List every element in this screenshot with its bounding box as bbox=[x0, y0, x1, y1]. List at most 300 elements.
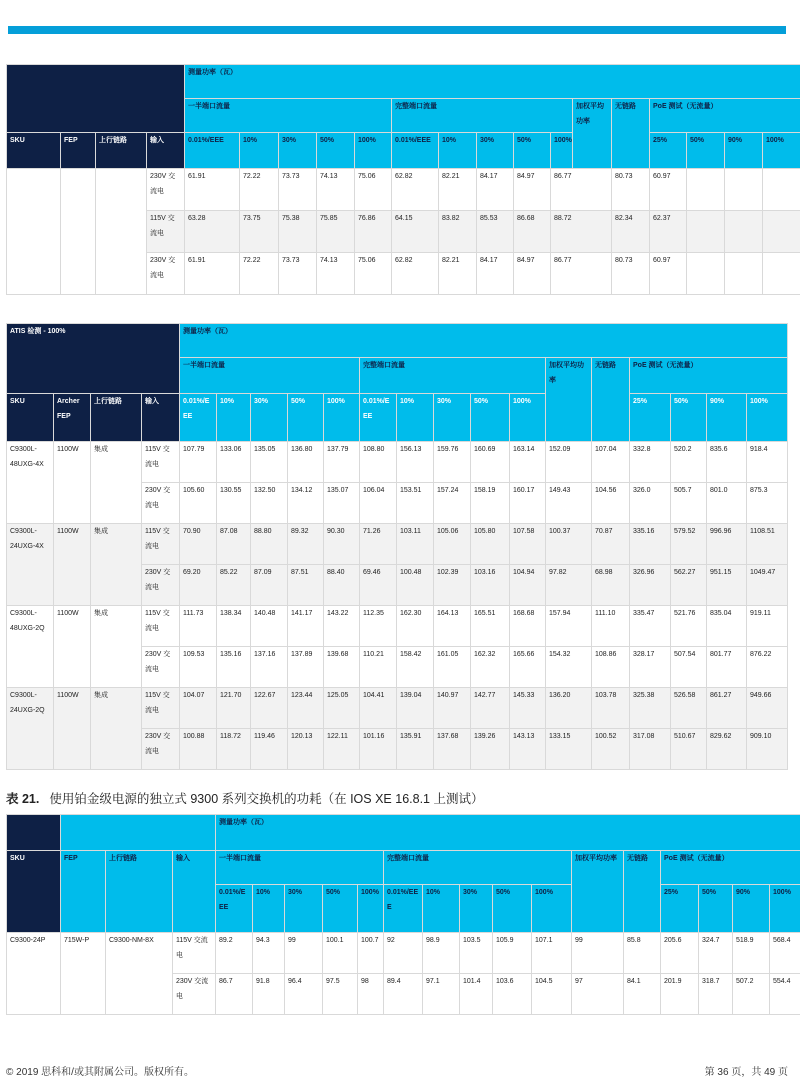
caption-text: 使用铂金级电源的独立式 9300 系列交换机的功耗（在 IOS XE 16.8.1 上测试） bbox=[49, 792, 484, 806]
weighted-avg-header: 加权平均功率 bbox=[572, 851, 624, 933]
value-cell: 87.08 bbox=[217, 524, 251, 565]
value-cell: 99 bbox=[572, 933, 624, 974]
fep-cell: 1100W bbox=[54, 606, 91, 688]
value-cell: 86.68 bbox=[514, 211, 551, 253]
value-cell: 118.72 bbox=[217, 729, 251, 770]
value-cell: 62.82 bbox=[392, 253, 439, 295]
input-cell: 115V 交流电 bbox=[142, 606, 180, 647]
value-cell: 325.38 bbox=[630, 688, 671, 729]
value-cell: 801.0 bbox=[707, 483, 747, 524]
weighted-avg-header: 加权平均功率 bbox=[573, 99, 612, 169]
value-cell: 137.79 bbox=[324, 442, 360, 483]
value-cell: 110.21 bbox=[360, 647, 397, 688]
value-cell: 101.16 bbox=[360, 729, 397, 770]
fep-cell: 1100W bbox=[54, 688, 91, 770]
col-header: 30% bbox=[285, 885, 323, 933]
col-header: 25% bbox=[630, 394, 671, 442]
value-cell: 73.75 bbox=[240, 211, 279, 253]
col-header: 50% bbox=[493, 885, 532, 933]
value-cell: 73.73 bbox=[279, 253, 317, 295]
sku-cell: C9300L-48UXG-2Q bbox=[7, 606, 54, 688]
measured-power-header: 测量功率（瓦） bbox=[180, 324, 788, 358]
value-cell: 63.28 bbox=[185, 211, 240, 253]
value-cell: 119.46 bbox=[251, 729, 288, 770]
value-cell: 140.97 bbox=[434, 688, 471, 729]
value-cell: 104.94 bbox=[510, 565, 546, 606]
value-cell: 85.8 bbox=[624, 933, 661, 974]
value-cell: 157.94 bbox=[546, 606, 592, 647]
col-header: 10% bbox=[439, 133, 477, 169]
value-cell: 111.10 bbox=[592, 606, 630, 647]
top-accent-bar bbox=[8, 26, 786, 34]
value-cell: 154.32 bbox=[546, 647, 592, 688]
uplink-cell: C9300-NM-8X bbox=[106, 933, 173, 1015]
value-cell: 554.4 bbox=[770, 974, 800, 1015]
col-header: 10% bbox=[397, 394, 434, 442]
value-cell: 568.4 bbox=[770, 933, 800, 974]
full-ports-header: 完整端口流量 bbox=[392, 99, 573, 133]
poe-test-header: PoE 测试（无流量） bbox=[650, 99, 800, 133]
col-header: 10% bbox=[253, 885, 285, 933]
col-header: 10% bbox=[423, 885, 460, 933]
col-header: 0.01%/EEE bbox=[392, 133, 439, 169]
half-ports-header: 一半端口流量 bbox=[216, 851, 384, 885]
value-cell: 829.62 bbox=[707, 729, 747, 770]
value-cell: 83.82 bbox=[439, 211, 477, 253]
input-cell: 230V 交流电 bbox=[147, 253, 185, 295]
value-cell: 139.04 bbox=[397, 688, 434, 729]
value-cell: 145.33 bbox=[510, 688, 546, 729]
table-row bbox=[7, 442, 788, 483]
value-cell: 107.58 bbox=[510, 524, 546, 565]
value-cell: 326.0 bbox=[630, 483, 671, 524]
value-cell: 335.47 bbox=[630, 606, 671, 647]
value-cell: 919.11 bbox=[747, 606, 788, 647]
value-cell: 318.7 bbox=[699, 974, 733, 1015]
value-cell: 84.97 bbox=[514, 253, 551, 295]
value-cell: 85.53 bbox=[477, 211, 514, 253]
sku-cell: C9300L-48UXG-4X bbox=[7, 442, 54, 524]
value-cell: 162.32 bbox=[471, 647, 510, 688]
col-header: 90% bbox=[733, 885, 770, 933]
value-cell: 521.76 bbox=[671, 606, 707, 647]
value-cell: 89.32 bbox=[288, 524, 324, 565]
value-cell: 996.96 bbox=[707, 524, 747, 565]
value-cell: 801.77 bbox=[707, 647, 747, 688]
value-cell: 88.80 bbox=[251, 524, 288, 565]
col-header: 100% bbox=[358, 885, 384, 933]
no-link-header: 无链路 bbox=[592, 358, 630, 442]
value-cell: 72.22 bbox=[240, 253, 279, 295]
no-link-header: 无链路 bbox=[624, 851, 661, 933]
value-cell: 140.48 bbox=[251, 606, 288, 647]
value-cell: 876.22 bbox=[747, 647, 788, 688]
value-cell: 141.17 bbox=[288, 606, 324, 647]
value-cell: 317.08 bbox=[630, 729, 671, 770]
header-blank bbox=[7, 815, 61, 851]
value-cell: 165.51 bbox=[471, 606, 510, 647]
col-header: 30% bbox=[477, 133, 514, 169]
col-header: 0.01%/E EE bbox=[360, 394, 397, 442]
input-header: 输入 bbox=[173, 851, 216, 933]
value-cell: 98 bbox=[358, 974, 384, 1015]
input-header: 输入 bbox=[142, 394, 180, 442]
value-cell: 861.27 bbox=[707, 688, 747, 729]
value-cell: 123.44 bbox=[288, 688, 324, 729]
value-cell: 74.13 bbox=[317, 169, 355, 211]
value-cell: 91.8 bbox=[253, 974, 285, 1015]
value-cell: 96.4 bbox=[285, 974, 323, 1015]
value-cell: 86.77 bbox=[551, 253, 612, 295]
col-header: 100% bbox=[763, 133, 800, 169]
value-cell: 103.6 bbox=[493, 974, 532, 1015]
empty-cell bbox=[687, 211, 725, 253]
value-cell: 526.58 bbox=[671, 688, 707, 729]
value-cell: 139.26 bbox=[471, 729, 510, 770]
value-cell: 136.20 bbox=[546, 688, 592, 729]
value-cell: 510.67 bbox=[671, 729, 707, 770]
uplink-header: 上行链路 bbox=[96, 133, 147, 169]
value-cell: 159.76 bbox=[434, 442, 471, 483]
col-header: 50% bbox=[317, 133, 355, 169]
uplink-cell: 集成 bbox=[91, 442, 142, 524]
no-link-header: 无链路 bbox=[612, 99, 650, 169]
value-cell: 201.9 bbox=[661, 974, 699, 1015]
value-cell: 918.4 bbox=[747, 442, 788, 483]
value-cell: 909.10 bbox=[747, 729, 788, 770]
empty-cell bbox=[763, 253, 800, 295]
value-cell: 122.11 bbox=[324, 729, 360, 770]
table-caption bbox=[6, 789, 483, 807]
input-cell: 115V 交流电 bbox=[147, 211, 185, 253]
sku-header: SKU bbox=[7, 851, 61, 933]
value-cell: 70.90 bbox=[180, 524, 217, 565]
value-cell: 80.73 bbox=[612, 253, 650, 295]
value-cell: 156.13 bbox=[397, 442, 434, 483]
value-cell: 84.1 bbox=[624, 974, 661, 1015]
empty-cell bbox=[687, 169, 725, 211]
value-cell: 82.21 bbox=[439, 253, 477, 295]
col-header: 90% bbox=[725, 133, 763, 169]
value-cell: 98.9 bbox=[423, 933, 460, 974]
value-cell: 835.6 bbox=[707, 442, 747, 483]
half-ports-header: 一半端口流量 bbox=[185, 99, 392, 133]
value-cell: 104.41 bbox=[360, 688, 397, 729]
value-cell: 137.89 bbox=[288, 647, 324, 688]
value-cell: 60.97 bbox=[650, 169, 687, 211]
value-cell: 97.1 bbox=[423, 974, 460, 1015]
power-table-2 bbox=[6, 323, 788, 770]
input-cell: 115V 交流电 bbox=[142, 442, 180, 483]
col-header: 90% bbox=[707, 394, 747, 442]
value-cell: 165.66 bbox=[510, 647, 546, 688]
fep-header: FEP bbox=[61, 851, 106, 933]
uplink-cell: 集成 bbox=[91, 606, 142, 688]
value-cell: 163.14 bbox=[510, 442, 546, 483]
value-cell: 72.22 bbox=[240, 169, 279, 211]
value-cell: 68.98 bbox=[592, 565, 630, 606]
value-cell: 76.86 bbox=[355, 211, 392, 253]
col-header: 30% bbox=[279, 133, 317, 169]
sku-cell: C9300L-24UXG-2Q bbox=[7, 688, 54, 770]
value-cell: 518.9 bbox=[733, 933, 770, 974]
col-header: 50% bbox=[471, 394, 510, 442]
value-cell: 149.43 bbox=[546, 483, 592, 524]
empty-cell bbox=[687, 253, 725, 295]
value-cell: 132.50 bbox=[251, 483, 288, 524]
value-cell: 1108.51 bbox=[747, 524, 788, 565]
value-cell: 143.22 bbox=[324, 606, 360, 647]
col-header: 50% bbox=[288, 394, 324, 442]
value-cell: 130.55 bbox=[217, 483, 251, 524]
col-header: 100% bbox=[747, 394, 788, 442]
value-cell: 86.7 bbox=[216, 974, 253, 1015]
value-cell: 70.87 bbox=[592, 524, 630, 565]
col-header: 30% bbox=[434, 394, 471, 442]
fep-cell bbox=[61, 169, 96, 295]
copyright: © 2019 思科和/或其附属公司。版权所有。 bbox=[6, 1067, 194, 1078]
input-cell: 230V 交流电 bbox=[142, 565, 180, 606]
value-cell: 107.1 bbox=[532, 933, 572, 974]
fep-header: FEP bbox=[61, 133, 96, 169]
value-cell: 152.09 bbox=[546, 442, 592, 483]
value-cell: 133.06 bbox=[217, 442, 251, 483]
atis-title: ATIS 检测 - 100% bbox=[7, 324, 180, 394]
value-cell: 139.68 bbox=[324, 647, 360, 688]
col-header: 0.01%/EEE bbox=[216, 885, 253, 933]
value-cell: 64.15 bbox=[392, 211, 439, 253]
uplink-cell bbox=[96, 169, 147, 295]
archer-fep-header: Archer FEP bbox=[54, 394, 91, 442]
table-row bbox=[7, 606, 788, 647]
value-cell: 157.24 bbox=[434, 483, 471, 524]
value-cell: 62.82 bbox=[392, 169, 439, 211]
col-header: 30% bbox=[460, 885, 493, 933]
value-cell: 69.20 bbox=[180, 565, 217, 606]
page-number: 第 36 页，共 49 页 bbox=[704, 1067, 788, 1078]
value-cell: 142.77 bbox=[471, 688, 510, 729]
value-cell: 75.06 bbox=[355, 253, 392, 295]
value-cell: 137.68 bbox=[434, 729, 471, 770]
power-table-1 bbox=[6, 64, 800, 295]
value-cell: 835.04 bbox=[707, 606, 747, 647]
value-cell: 62.37 bbox=[650, 211, 687, 253]
fep-cell: 1100W bbox=[54, 524, 91, 606]
value-cell: 87.51 bbox=[288, 565, 324, 606]
measured-power-header: 测量功率（瓦） bbox=[185, 65, 800, 99]
table-row bbox=[7, 933, 800, 974]
value-cell: 100.52 bbox=[592, 729, 630, 770]
value-cell: 104.5 bbox=[532, 974, 572, 1015]
value-cell: 164.13 bbox=[434, 606, 471, 647]
full-ports-header: 完整端口流量 bbox=[360, 358, 546, 394]
value-cell: 562.27 bbox=[671, 565, 707, 606]
value-cell: 158.42 bbox=[397, 647, 434, 688]
value-cell: 107.04 bbox=[592, 442, 630, 483]
value-cell: 137.16 bbox=[251, 647, 288, 688]
col-header: 0.01%/EEE bbox=[180, 394, 217, 442]
col-header: 100% bbox=[532, 885, 572, 933]
col-header: 10% bbox=[240, 133, 279, 169]
sku-cell: C9300L-24UXG-4X bbox=[7, 524, 54, 606]
value-cell: 104.07 bbox=[180, 688, 217, 729]
col-header: 25% bbox=[650, 133, 687, 169]
sku-header: SKU bbox=[7, 133, 61, 169]
sku-cell bbox=[7, 169, 61, 295]
value-cell: 324.7 bbox=[699, 933, 733, 974]
uplink-header: 上行链路 bbox=[106, 851, 173, 933]
table-row bbox=[7, 688, 788, 729]
value-cell: 90.30 bbox=[324, 524, 360, 565]
value-cell: 105.80 bbox=[471, 524, 510, 565]
value-cell: 121.70 bbox=[217, 688, 251, 729]
value-cell: 112.35 bbox=[360, 606, 397, 647]
value-cell: 75.85 bbox=[317, 211, 355, 253]
value-cell: 82.34 bbox=[612, 211, 650, 253]
value-cell: 106.04 bbox=[360, 483, 397, 524]
value-cell: 505.7 bbox=[671, 483, 707, 524]
value-cell: 507.2 bbox=[733, 974, 770, 1015]
empty-cell bbox=[725, 253, 763, 295]
header-blank bbox=[7, 65, 185, 133]
power-table-3 bbox=[6, 814, 800, 1015]
input-cell: 230V 交流电 bbox=[142, 729, 180, 770]
value-cell: 161.05 bbox=[434, 647, 471, 688]
poe-test-header: PoE 测试（无流量） bbox=[630, 358, 788, 394]
full-ports-header: 完整端口流量 bbox=[384, 851, 572, 885]
value-cell: 143.13 bbox=[510, 729, 546, 770]
empty-cell bbox=[725, 211, 763, 253]
value-cell: 89.2 bbox=[216, 933, 253, 974]
col-header: 100% bbox=[355, 133, 392, 169]
value-cell: 133.15 bbox=[546, 729, 592, 770]
value-cell: 100.88 bbox=[180, 729, 217, 770]
table-row bbox=[7, 524, 788, 565]
empty-cell bbox=[725, 169, 763, 211]
value-cell: 61.91 bbox=[185, 169, 240, 211]
col-header: 50% bbox=[699, 885, 733, 933]
value-cell: 73.73 bbox=[279, 169, 317, 211]
value-cell: 328.17 bbox=[630, 647, 671, 688]
col-header: 100% bbox=[510, 394, 546, 442]
uplink-header: 上行链路 bbox=[91, 394, 142, 442]
value-cell: 332.8 bbox=[630, 442, 671, 483]
value-cell: 75.06 bbox=[355, 169, 392, 211]
value-cell: 97.5 bbox=[323, 974, 358, 1015]
value-cell: 87.09 bbox=[251, 565, 288, 606]
value-cell: 875.3 bbox=[747, 483, 788, 524]
value-cell: 80.73 bbox=[612, 169, 650, 211]
value-cell: 97 bbox=[572, 974, 624, 1015]
value-cell: 520.2 bbox=[671, 442, 707, 483]
value-cell: 122.67 bbox=[251, 688, 288, 729]
col-header: 10% bbox=[217, 394, 251, 442]
value-cell: 84.17 bbox=[477, 253, 514, 295]
value-cell: 101.4 bbox=[460, 974, 493, 1015]
value-cell: 108.80 bbox=[360, 442, 397, 483]
value-cell: 168.68 bbox=[510, 606, 546, 647]
value-cell: 153.51 bbox=[397, 483, 434, 524]
value-cell: 326.96 bbox=[630, 565, 671, 606]
value-cell: 104.56 bbox=[592, 483, 630, 524]
uplink-cell: 集成 bbox=[91, 524, 142, 606]
value-cell: 69.46 bbox=[360, 565, 397, 606]
value-cell: 138.34 bbox=[217, 606, 251, 647]
value-cell: 949.66 bbox=[747, 688, 788, 729]
value-cell: 100.37 bbox=[546, 524, 592, 565]
value-cell: 335.16 bbox=[630, 524, 671, 565]
value-cell: 75.38 bbox=[279, 211, 317, 253]
value-cell: 105.06 bbox=[434, 524, 471, 565]
col-header: 0.01%/EEE bbox=[185, 133, 240, 169]
measured-power-header: 测量功率（瓦） bbox=[216, 815, 800, 851]
value-cell: 105.60 bbox=[180, 483, 217, 524]
fep-cell: 715W-P bbox=[61, 933, 106, 1015]
value-cell: 100.48 bbox=[397, 565, 434, 606]
value-cell: 134.12 bbox=[288, 483, 324, 524]
value-cell: 94.3 bbox=[253, 933, 285, 974]
value-cell: 86.77 bbox=[551, 169, 612, 211]
input-cell: 230V 交流电 bbox=[142, 647, 180, 688]
value-cell: 135.05 bbox=[251, 442, 288, 483]
col-header: 100% bbox=[324, 394, 360, 442]
input-cell: 115V 交流电 bbox=[173, 933, 216, 974]
value-cell: 158.19 bbox=[471, 483, 510, 524]
input-cell: 115V 交流电 bbox=[142, 688, 180, 729]
value-cell: 74.13 bbox=[317, 253, 355, 295]
col-header: 0.01%/EEE bbox=[384, 885, 423, 933]
col-header: 30% bbox=[251, 394, 288, 442]
value-cell: 71.26 bbox=[360, 524, 397, 565]
value-cell: 160.17 bbox=[510, 483, 546, 524]
col-header: 50% bbox=[323, 885, 358, 933]
value-cell: 109.53 bbox=[180, 647, 217, 688]
value-cell: 99 bbox=[285, 933, 323, 974]
value-cell: 579.52 bbox=[671, 524, 707, 565]
value-cell: 102.39 bbox=[434, 565, 471, 606]
value-cell: 105.9 bbox=[493, 933, 532, 974]
input-cell: 230V 交流电 bbox=[173, 974, 216, 1015]
value-cell: 82.21 bbox=[439, 169, 477, 211]
value-cell: 951.15 bbox=[707, 565, 747, 606]
value-cell: 205.6 bbox=[661, 933, 699, 974]
empty-cell bbox=[763, 169, 800, 211]
value-cell: 162.30 bbox=[397, 606, 434, 647]
header-blank bbox=[61, 815, 216, 851]
value-cell: 92 bbox=[384, 933, 423, 974]
sku-header: SKU bbox=[7, 394, 54, 442]
value-cell: 103.5 bbox=[460, 933, 493, 974]
value-cell: 120.13 bbox=[288, 729, 324, 770]
fep-cell: 1100W bbox=[54, 442, 91, 524]
page-footer bbox=[6, 1063, 788, 1078]
value-cell: 136.80 bbox=[288, 442, 324, 483]
value-cell: 103.16 bbox=[471, 565, 510, 606]
value-cell: 89.4 bbox=[384, 974, 423, 1015]
table-row bbox=[7, 169, 800, 211]
input-cell: 230V 交流电 bbox=[142, 483, 180, 524]
uplink-cell: 集成 bbox=[91, 688, 142, 770]
half-ports-header: 一半端口流量 bbox=[180, 358, 360, 394]
value-cell: 103.78 bbox=[592, 688, 630, 729]
col-header: 50% bbox=[514, 133, 551, 169]
value-cell: 1049.47 bbox=[747, 565, 788, 606]
value-cell: 85.22 bbox=[217, 565, 251, 606]
value-cell: 135.16 bbox=[217, 647, 251, 688]
value-cell: 100.1 bbox=[323, 933, 358, 974]
input-cell: 230V 交流电 bbox=[147, 169, 185, 211]
value-cell: 108.86 bbox=[592, 647, 630, 688]
